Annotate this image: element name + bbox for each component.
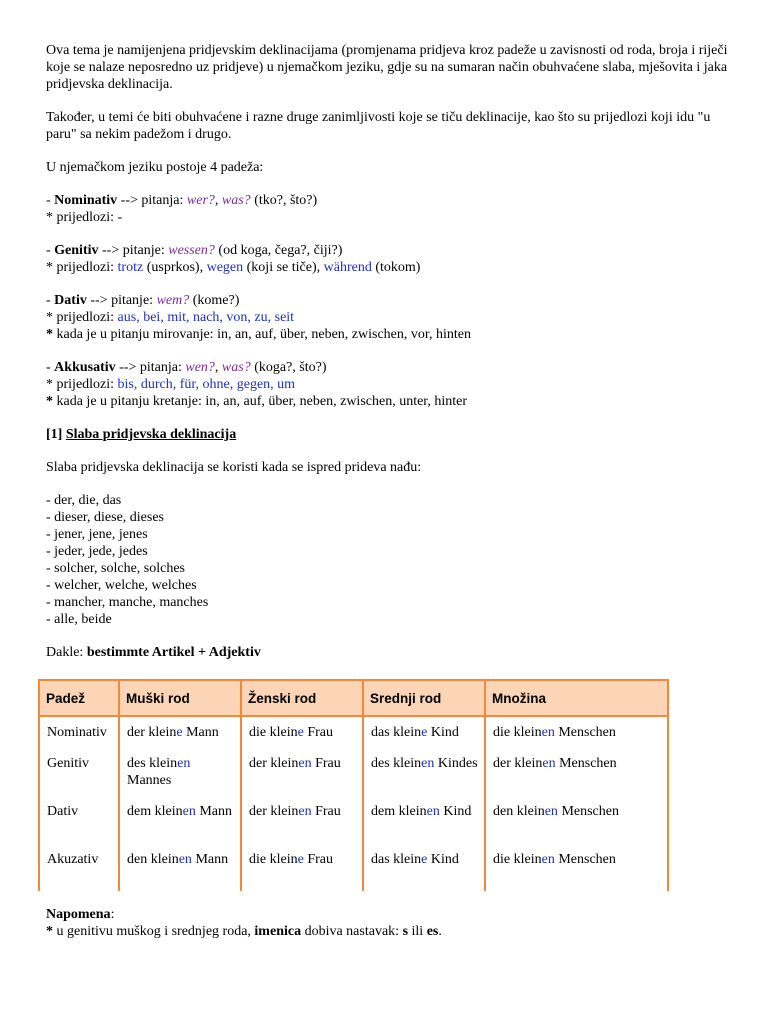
table-row: [39, 716, 668, 747]
note-block: [46, 906, 442, 940]
question-wessen: wessen?: [168, 243, 215, 258]
form-cell: [119, 747, 241, 795]
ending: e: [297, 725, 304, 740]
header-muski: Muški rod: [119, 680, 241, 716]
genitiv-prepositions: [46, 259, 736, 276]
stem: den klein: [493, 804, 545, 819]
case-name-akkusativ: Akkusativ: [54, 360, 116, 375]
ending: e: [421, 852, 428, 867]
prep-meaning: (tokom): [371, 260, 421, 275]
noun: Frau: [311, 756, 341, 771]
form-cell: [119, 716, 241, 747]
dash: -: [46, 360, 55, 375]
note-part: u genitivu muškog i srednjeg roda,: [53, 924, 255, 939]
ending: en: [182, 804, 196, 819]
stem: des klein: [127, 756, 178, 771]
table-row: [39, 843, 668, 891]
note-bold-es: es: [426, 924, 439, 939]
dativ-prepositions: [46, 309, 736, 326]
noun: Mann: [195, 804, 232, 819]
form-cell: [363, 795, 485, 843]
nominativ-prepositions: * prijedlozi: -: [46, 210, 123, 225]
meaning: (tko?, što?): [250, 193, 318, 208]
kretanje-text: kada je u pitanju kretanje: in, an, auf, über, neben, zwischen, unter, hinter: [53, 394, 468, 409]
arrow-text: --> pitanje:: [86, 293, 157, 308]
section-intro: Slaba pridjevska deklinacija se koristi kada se ispred prideva nađu:: [46, 460, 422, 475]
stem: der klein: [249, 756, 299, 771]
stem: den klein: [127, 852, 179, 867]
case-cell: Akuzativ: [39, 843, 119, 891]
stem: die klein: [493, 852, 542, 867]
form-cell: [241, 716, 363, 747]
ending: en: [541, 852, 555, 867]
ending: e: [297, 852, 304, 867]
section-title: Slaba pridjevska deklinacija: [65, 427, 237, 442]
genitiv-line: [46, 242, 736, 259]
note-text: [46, 923, 442, 940]
ending: en: [542, 756, 556, 771]
noun: Mann: [182, 725, 219, 740]
ending: en: [298, 804, 312, 819]
ending: en: [178, 852, 192, 867]
form-cell: [485, 747, 668, 795]
case-name-genitiv: Genitiv: [54, 243, 99, 258]
ending: e: [176, 725, 183, 740]
prep-trotz: trotz: [117, 260, 144, 275]
list-item: - welcher, welche, welches: [46, 578, 197, 593]
ending: en: [544, 804, 558, 819]
star: *: [46, 394, 53, 409]
document-body: [46, 42, 736, 661]
prep-meaning: (usprkos),: [143, 260, 207, 275]
intro-paragraph-3: U njemačkom jeziku postoje 4 padeža:: [46, 160, 264, 175]
question-wer: wer?: [186, 193, 215, 208]
prep-label: * prijedlozi:: [46, 310, 118, 325]
table-header-row: [39, 680, 668, 716]
dash: -: [46, 193, 55, 208]
list-item: - jener, jene, jenes: [46, 527, 148, 542]
stem: die klein: [249, 725, 298, 740]
ending: en: [298, 756, 312, 771]
arrow-text: --> pitanje:: [98, 243, 169, 258]
table-row: [39, 795, 668, 843]
form-cell: [119, 795, 241, 843]
case-cell: Dativ: [39, 795, 119, 843]
question-was: was?: [221, 193, 251, 208]
prep-meaning: (koji se tiče),: [243, 260, 324, 275]
form-cell: [485, 843, 668, 891]
list-item: - dieser, diese, dieses: [46, 510, 165, 525]
dash: -: [46, 243, 55, 258]
stem: der klein: [493, 756, 543, 771]
section-heading: [46, 426, 736, 443]
mirovanje-text: kada je u pitanju mirovanje: in, an, auf, über, neben, zwischen, vor, hinten: [53, 327, 471, 342]
meaning: (od koga, čega?, čiji?): [214, 243, 343, 258]
note-bold-s: s: [402, 924, 409, 939]
dativ-line: [46, 292, 736, 309]
article-list: [46, 492, 736, 628]
stem: die klein: [249, 852, 298, 867]
form-cell: [241, 843, 363, 891]
noun: Menschen: [557, 804, 619, 819]
intro-paragraph-1: Ova tema je namijenjena pridjevskim deklinacijama (promjenama pridjeva kroz padeže u zavisnosti od roda, broja i riječi koje se nalaze neposredno uz pridjeve) u njemačkom jeziku, gdje su na sumaran način obuhvaćene slaba, mješovita i jaka pridjevska deklinacija.: [46, 43, 728, 92]
form-cell: [363, 716, 485, 747]
declension-table: [38, 679, 669, 891]
stem: dem klein: [127, 804, 183, 819]
akkusativ-prep-list: bis, durch, für, ohne, gegen, um: [117, 377, 296, 392]
note-part: ili: [408, 924, 427, 939]
noun: Mannes: [127, 773, 172, 788]
prep-label: * prijedlozi:: [46, 260, 118, 275]
form-cell: [363, 843, 485, 891]
noun: Kind: [439, 804, 472, 819]
noun: Menschen: [555, 756, 617, 771]
nominativ-line: [46, 192, 736, 209]
comma: ,: [214, 360, 222, 375]
noun: Kindes: [434, 756, 478, 771]
question-wen: wen?: [185, 360, 215, 375]
note-part: dobiva nastavak:: [301, 924, 403, 939]
prep-waehrend: während: [323, 260, 372, 275]
intro-paragraph-2: Također, u temi će biti obuhvaćene i razne druge zanimljivosti koje se tiču deklinacije, kao što su prijedlozi koji idu "u paru" sa nekim padežom i drugo.: [46, 110, 711, 142]
akkusativ-prepositions: [46, 376, 736, 393]
header-zenski: Ženski rod: [241, 680, 363, 716]
ending: en: [421, 756, 435, 771]
dakle-line: [46, 644, 736, 661]
prep-wegen: wegen: [206, 260, 244, 275]
note-part: .: [438, 924, 442, 939]
noun: Frau: [303, 725, 333, 740]
question-was: was?: [221, 360, 251, 375]
header-srednji: Srednji rod: [363, 680, 485, 716]
header-mnozina: Množina: [485, 680, 668, 716]
noun: Menschen: [554, 852, 616, 867]
list-item: - mancher, manche, manches: [46, 595, 209, 610]
dativ-mirovanje: [46, 326, 736, 343]
noun: Frau: [311, 804, 341, 819]
case-cell: Nominativ: [39, 716, 119, 747]
case-name-nominativ: Nominativ: [54, 193, 118, 208]
note-colon: :: [110, 907, 115, 922]
dakle-formula: bestimmte Artikel + Adjektiv: [86, 645, 261, 660]
ending: en: [177, 756, 191, 771]
list-item: - jeder, jede, jedes: [46, 544, 148, 559]
table-row: [39, 747, 668, 795]
akkusativ-line: [46, 359, 736, 376]
noun: Menschen: [554, 725, 616, 740]
form-cell: [485, 716, 668, 747]
arrow-text: --> pitanja:: [117, 193, 187, 208]
form-cell: [241, 795, 363, 843]
note-label: Napomena: [46, 907, 111, 922]
case-name-dativ: Dativ: [54, 293, 87, 308]
form-cell: [363, 747, 485, 795]
comma: ,: [214, 193, 222, 208]
form-cell: [485, 795, 668, 843]
list-item: - alle, beide: [46, 612, 112, 627]
dativ-prep-list: aus, bei, mit, nach, von, zu, seit: [117, 310, 295, 325]
header-padez: Padež: [39, 680, 119, 716]
list-item: - der, die, das: [46, 493, 122, 508]
question-wem: wem?: [156, 293, 190, 308]
meaning: (koga?, što?): [250, 360, 327, 375]
list-item: - solcher, solche, solches: [46, 561, 186, 576]
dakle-prefix: Dakle:: [46, 645, 87, 660]
akkusativ-kretanje: [46, 393, 736, 410]
prep-label: * prijedlozi:: [46, 377, 118, 392]
ending: en: [426, 804, 440, 819]
noun: Kind: [427, 852, 459, 867]
ending: e: [421, 725, 428, 740]
noun: Kind: [427, 725, 459, 740]
stem: des klein: [371, 756, 422, 771]
noun: Mann: [191, 852, 229, 867]
stem: die klein: [493, 725, 542, 740]
stem: dem klein: [371, 804, 427, 819]
arrow-text: --> pitanja:: [115, 360, 186, 375]
stem: das klein: [371, 852, 422, 867]
form-cell: [241, 747, 363, 795]
stem: der klein: [249, 804, 299, 819]
stem: das klein: [371, 725, 422, 740]
section-number: [1]: [46, 427, 66, 442]
meaning: (kome?): [189, 293, 240, 308]
noun: Frau: [303, 852, 333, 867]
note-heading: [46, 906, 442, 923]
star: *: [46, 327, 53, 342]
note-bold-imenica: imenica: [254, 924, 302, 939]
star: *: [46, 924, 53, 939]
form-cell: [119, 843, 241, 891]
dash: -: [46, 293, 55, 308]
stem: der klein: [127, 725, 177, 740]
ending: en: [541, 725, 555, 740]
case-cell: Genitiv: [39, 747, 119, 795]
